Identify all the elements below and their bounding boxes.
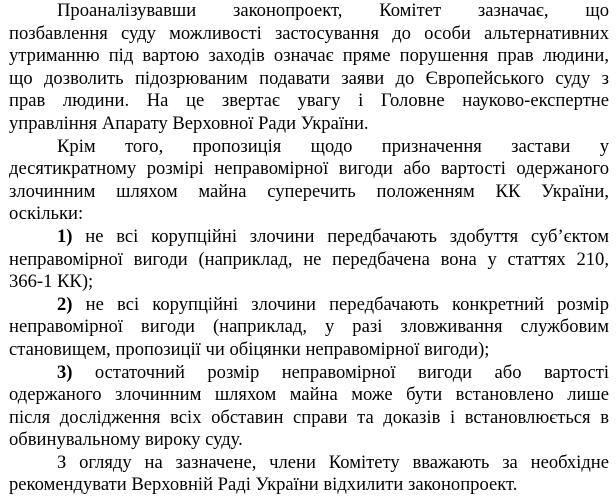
text-line: неправомірної вигоди (наприклад, у разі зловживання службовим: [9, 316, 609, 338]
text-line: десятикратному розмірі неправомірної вигоди або вартості одержаного: [9, 158, 609, 180]
text-line: Проаналізувавши законопроект, Комітет зазначає, що: [57, 0, 609, 21]
list-text: не всі корупційні злочини передбачають конкретний розмір: [72, 293, 609, 315]
list-number: 3): [57, 361, 73, 383]
text-line: обвинувальному вироку суду.: [9, 429, 243, 451]
text-line: рекомендувати Верховній Раді України відхилити законопроект.: [9, 474, 518, 496]
text-line: Крім того, пропозиція щодо призначення застави у: [57, 135, 609, 157]
paragraph-conclusion: [9, 452, 609, 497]
text-line: [9, 294, 609, 317]
paragraph-bail-proposal: [9, 136, 609, 226]
text-line: після дослідження всіх обставин справи та доказів і встановлюється в: [9, 406, 609, 428]
text-line: 366-1 КК);: [9, 271, 94, 293]
text-line: прав людини. На це звертає увагу і Головне науково-експертне: [9, 90, 609, 112]
list-number: 2): [57, 293, 73, 315]
text-line: неправомірної вигоди (наприклад, не передбачена вона у статтях 210,: [9, 248, 609, 270]
list-text: остаточний розмір неправомірної вигоди або вартості: [72, 361, 609, 383]
text-line: одержаного злочинним шляхом майна може бути встановлено лише: [9, 384, 609, 406]
text-line: управління Апарату Верховної Ради України.: [9, 112, 369, 134]
text-line: З огляду на зазначене, члени Комітету вважають за необхідне: [57, 451, 609, 473]
list-text: не всі корупційні злочини передбачають здобуття суб’єктом: [72, 225, 609, 247]
text-line: що дозволить підозрюваним подавати заяви до Європейського суду з: [9, 67, 609, 89]
text-line: утриманню під вартою заходів означає пряме порушення прав людини,: [9, 45, 609, 67]
text-line: [9, 226, 609, 249]
list-item-1: [9, 226, 609, 294]
text-line: [9, 362, 609, 385]
list-number: 1): [57, 225, 73, 247]
text-line: оскільки:: [9, 203, 84, 225]
text-line: злочинним шляхом майна суперечить положенням КК України,: [9, 180, 609, 202]
document-body: [9, 0, 609, 497]
text-line: становищем, пропозиції чи обіцянки неправомірної вигоди);: [9, 338, 490, 360]
paragraph-analysis: [9, 0, 609, 136]
text-line: позбавлення суду можливості застосування до особи альтернативних: [9, 22, 609, 44]
list-item-2: [9, 294, 609, 362]
list-item-3: [9, 362, 609, 452]
